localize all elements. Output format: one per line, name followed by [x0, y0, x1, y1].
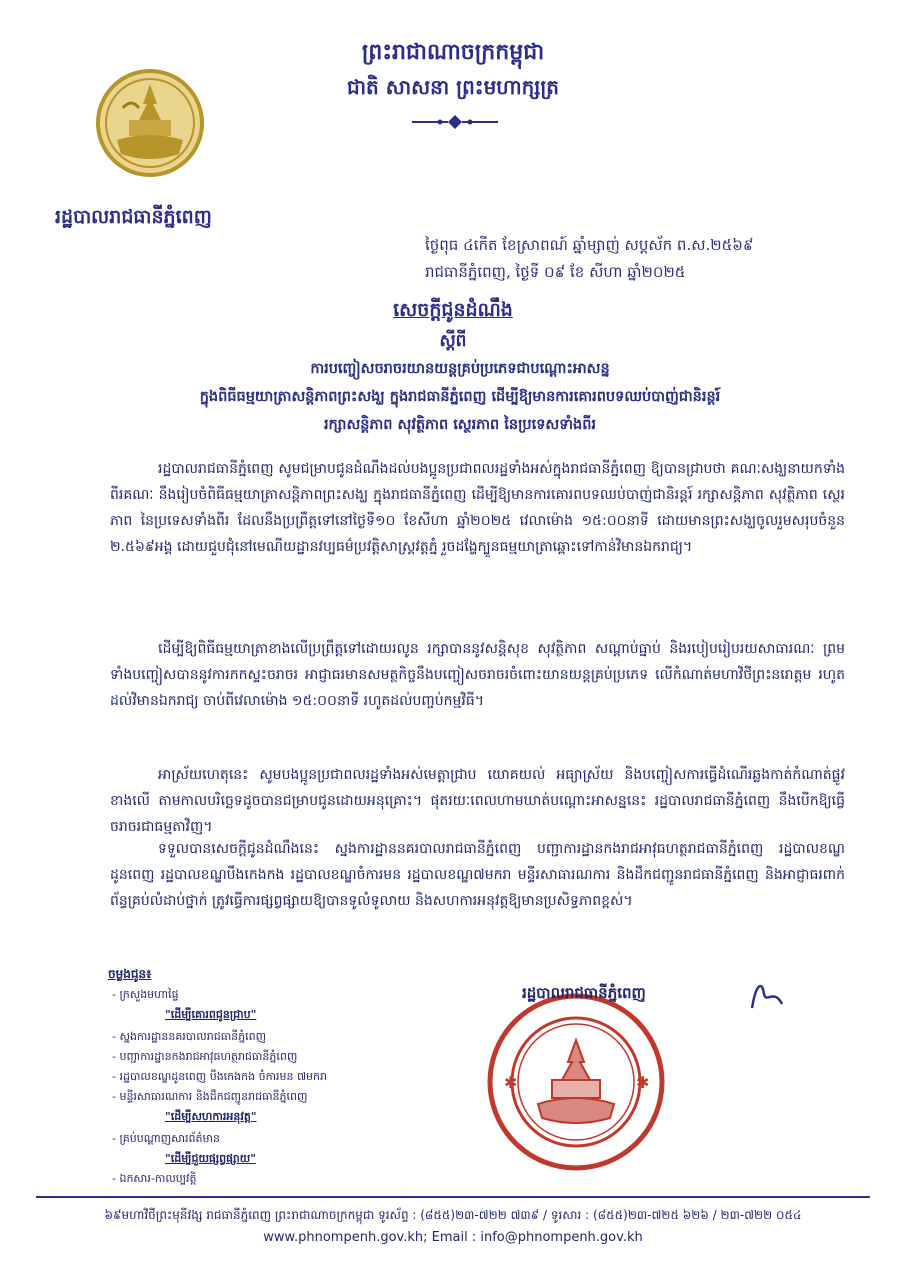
- cc-item: - បញ្ជាការដ្ឋានកងរាជអាវុធហត្ថរាជធានីភ្នំពេញ: [112, 1050, 298, 1063]
- lunar-date: ថ្ងៃពុធ ៤កើត ខែស្រាពណ៍ ឆ្នាំម្សាញ់ សប្តស័ក ព.ស.២៥៦៩: [425, 236, 754, 254]
- about-label: ស្តីពី: [439, 331, 467, 351]
- svg-text:✱: ✱: [636, 1073, 650, 1092]
- solar-date: រាជធានីភ្នំពេញ, ថ្ងៃទី ០៩ ខែ សីហា ឆ្នាំ២០២៥: [425, 263, 686, 281]
- signature-icon: [746, 978, 786, 1012]
- footer-address: ៦៩មហាវិថីព្រះមុនីវង្ស រាជធានីភ្នំពេញ ព្រះរាជាណាចក្រកម្ពុជា ទូរស័ព្ទ : (៨៥៥)២៣-៧២២ ៧៣៩ / ទូរសារ : (៨៥៥)២៣-៧២៥ ៦២៦ / ២៣-៧២២ ០៥៤: [104, 1208, 802, 1222]
- phnom-penh-seal-icon: [95, 68, 205, 178]
- cc-item: - ឯកសារ-កាលប្បវត្តិ: [112, 1172, 197, 1185]
- body-paragraph: រដ្ឋបាលរាជធានីភ្នំពេញ សូមជម្រាបជូនដំណឹងដល់បងប្អូនប្រជាពលរដ្ឋទាំងអស់ក្នុងរាជធានីភ្នំពេញ ឱ្យបានជ្រាបថា គណៈសង្ឃនាយកទាំងពីរគណៈ នឹងរៀបចំពិធីធម្មយាត្រាសន្តិភាពព្រះសង្ឃ ក្នុងរាជធានីភ្នំពេញ ដើម្បីឱ្យមានការគោរពបទឈប់បាញ់ជានិរន្តរ៍ រក្សាសន្តិភាព សុវត្ថិភាព ស្ថេរភាព នៃប្រទេសទាំងពីរ ដែលនឹងប្រព្រឹត្តទៅនៅថ្ងៃទី១០ ខែសីហា ឆ្នាំ២០២៥ វេលាម៉ោង ១៥:០០នាទី ដោយមានព្រះសង្ឃចូលរួមសរុបចំនួន ២.៥៦៩អង្គ ដោយជួបជុំនៅមេណីយដ្ឋានវប្បធម៌ប្រវត្តិសាស្ត្រវត្តភ្នំ រួចដង្ហែក្បួនធម្មយាត្រាឆ្ពោះទៅកាន់វិមានឯករាជ្យ។: [110, 461, 845, 555]
- cc-item: - រដ្ឋបាលខណ្ឌដូនពេញ បឹងកេងកង ចំការមន ៧មករា: [112, 1070, 327, 1083]
- national-motto: ជាតិ សាសនា ព្រះមហាក្សត្រ: [347, 75, 559, 99]
- body-paragraph: ទទួលបានសេចក្តីជូនដំណឹងនេះ ស្នងការដ្ឋាននគរបាលរាជធានីភ្នំពេញ បញ្ជាការដ្ឋានកងរាជអាវុធហត្ថរាជធានីភ្នំពេញ រដ្ឋបាលខណ្ឌដូនពេញ រដ្ឋបាលខណ្ឌបឹងកេងកង រដ្ឋបាលខណ្ឌចំការមន រដ្ឋបាលខណ្ឌ៧មករា មន្ទីរសាធារណការ និងដឹកជញ្ជូនរាជធានីភ្នំពេញ និងអាជ្ញាធរពាក់ព័ន្ធគ្រប់លំដាប់ថ្នាក់ ត្រូវធ្វើការផ្សព្វផ្សាយឱ្យបានទូលំទូលាយ និងសហការអនុវត្តឱ្យមានប្រសិទ្ធភាពខ្ពស់។: [110, 841, 845, 909]
- document-title: សេចក្តីជូនដំណឹង: [393, 299, 513, 321]
- official-stamp-icon: [486, 992, 666, 1172]
- cc-item: - ក្រសួងមហាផ្ទៃ: [112, 988, 179, 1001]
- cc-note: "ដើម្បីជួយផ្សព្វផ្សាយ": [165, 1152, 256, 1165]
- cc-heading: ចម្លងជូន៖: [108, 967, 152, 981]
- cc-item: - ស្នងការដ្ឋាននគរបាលរាជធានីភ្នំពេញ: [112, 1030, 267, 1043]
- subject-line: ការបញ្ចៀសចរាចរយានយន្តគ្រប់ប្រភេទជាបណ្តោះអាសន្ន: [310, 361, 610, 377]
- kingdom-heading: ព្រះរាជាណាចក្រកម្ពុជា: [361, 40, 545, 65]
- subject-line: ក្នុងពិធីធម្មយាត្រាសន្តិភាពព្រះសង្ឃ ក្នុងរាជធានីភ្នំពេញ ដើម្បីឱ្យមានការគោរពបទឈប់បាញ់ជានិរន្តរ៍: [199, 389, 721, 405]
- cc-item: - គ្រប់បណ្តាញសារព័ត៌មាន: [112, 1132, 220, 1145]
- signatory-title: រដ្ឋបាលរាជធានីភ្នំពេញ: [522, 984, 646, 1002]
- cc-item: - មន្ទីរសាធារណការ និងដឹកជញ្ជូនរាជធានីភ្នំពេញ: [112, 1090, 308, 1103]
- subject-line: រក្សាសន្តិភាព សុវត្ថិភាព ស្ថេរភាព នៃប្រទេសទាំងពីរ: [323, 417, 597, 433]
- cc-note: "ដើម្បីគោរពជូនជ្រាប": [165, 1008, 257, 1021]
- ornament-divider: [410, 112, 500, 132]
- issuing-authority: រដ្ឋបាលរាជធានីភ្នំពេញ: [55, 206, 212, 228]
- body-paragraph: អាស្រ័យហេតុនេះ សូមបងប្អូនប្រជាពលរដ្ឋទាំងអស់មេត្តាជ្រាប យោគយល់ អធ្យាស្រ័យ និងបញ្ចៀសការធ្វើដំណើរឆ្លងកាត់កំណាត់ផ្លូវខាងលើ តាមកាលបរិច្ឆេទដូចបានជម្រាបជូនដោយអនុគ្រោះ។ ផុតរយៈពេលហាមឃាត់បណ្តោះអាសន្ននេះ រដ្ឋបាលរាជធានីភ្នំពេញ នឹងបើកឱ្យធ្វើចរាចរជាធម្មតាវិញ។: [110, 767, 845, 835]
- body-paragraph: ដើម្បីឱ្យពិធីធម្មយាត្រាខាងលើប្រព្រឹត្តទៅដោយរលូន រក្សាបាននូវសន្តិសុខ សុវត្ថិភាព សណ្តាប់ធ្នាប់ និងរបៀបរៀបរយសាធារណៈ ព្រមទាំងបញ្ចៀសបាននូវការកកស្ទះចរាចរ អាជ្ញាធរមានសមត្ថកិច្ចនឹងបញ្ចៀសចរាចរចំពោះយានយន្តគ្រប់ប្រភេទ លើកំណាត់មហាវិថីព្រះនរោត្តម រហូតដល់វិមានឯករាជ្យ ចាប់ពីវេលាម៉ោង ១៥:០០នាទី រហូតដល់បញ្ចប់កម្មវិធី។: [110, 641, 845, 709]
- svg-text:✱: ✱: [504, 1073, 518, 1092]
- footer-divider: [36, 1196, 870, 1198]
- footer-contact: www.phnompenh.gov.kh; Email : info@phnompenh.gov.kh: [263, 1230, 643, 1245]
- cc-note: "ដើម្បីសហការអនុវត្ត": [165, 1110, 257, 1123]
